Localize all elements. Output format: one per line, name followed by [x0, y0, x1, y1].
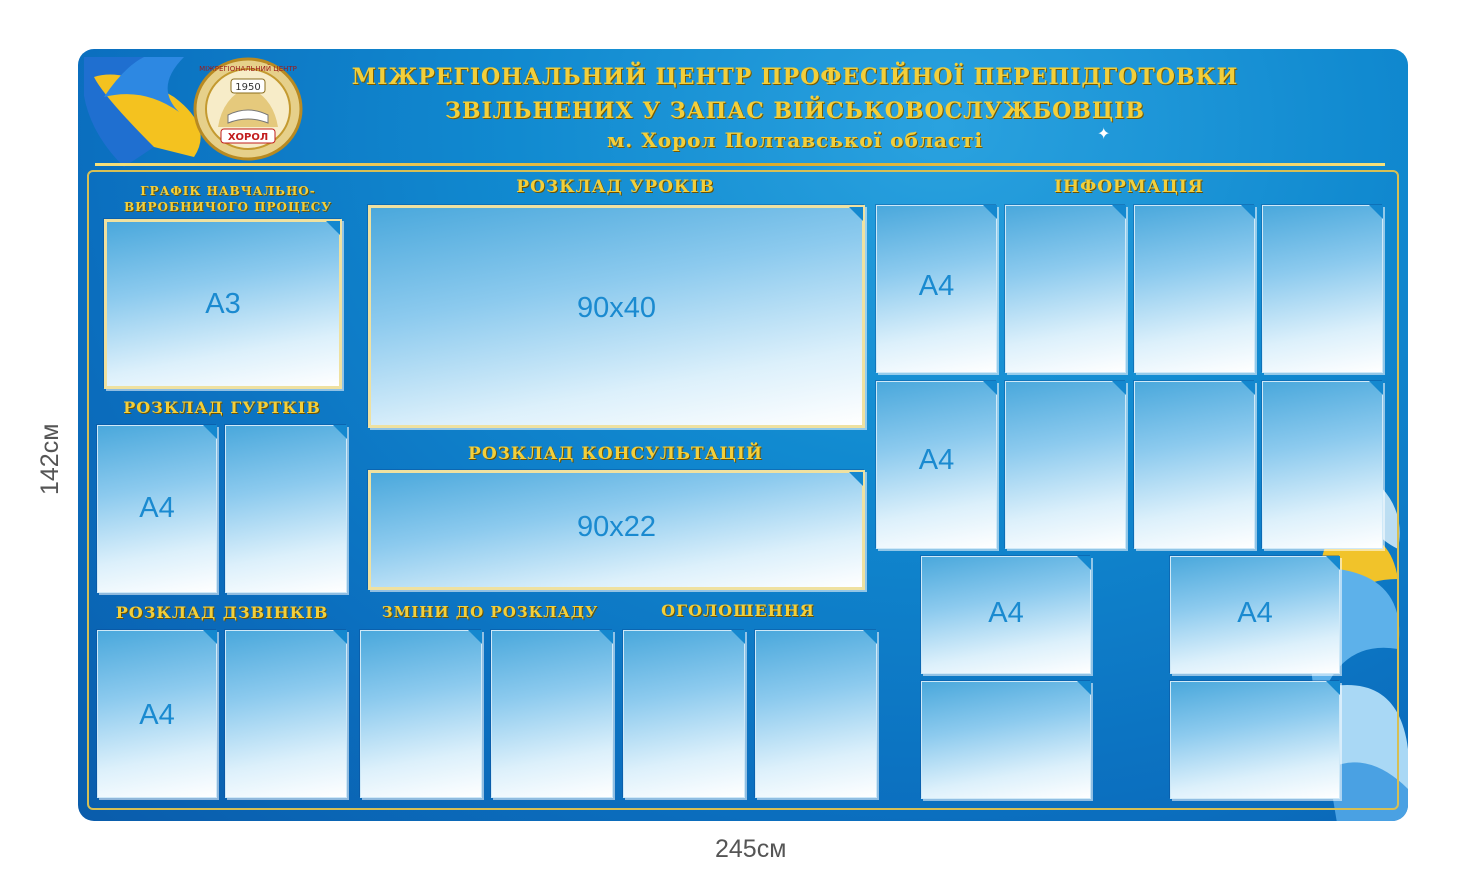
pocket-a3-label: А3	[205, 288, 241, 320]
label-announcements: ОГОЛОШЕННЯ	[661, 601, 815, 620]
pocket-landscape-right-label: А4	[1237, 597, 1273, 629]
label-schedule-process: ГРАФІК НАВЧАЛЬНО-ВИРОБНИЧОГО ПРОЦЕСУ	[123, 184, 333, 214]
pocket-announcements-1	[623, 630, 745, 798]
dimension-height: 142см	[36, 423, 64, 495]
header-line-2: ЗВІЛЬНЕНИХ У ЗАПАС ВІЙСЬКОВОСЛУЖБОВЦІВ	[444, 98, 1146, 124]
label-consultations: РОЗКЛАД КОНСУЛЬТАЦІЙ	[468, 444, 763, 464]
pocket-consultations	[368, 470, 865, 590]
pocket-landscape-left-2	[921, 681, 1091, 799]
pocket-changes-1	[360, 630, 482, 798]
pocket-a3	[104, 219, 342, 389]
pocket-info-r1-label: А4	[918, 270, 955, 302]
label-clubs: РОЗКЛАД ГУРТКІВ	[123, 398, 321, 417]
header-line-3: м. Хорол Полтавської області	[606, 128, 984, 152]
pocket-clubs-2	[225, 425, 347, 593]
pocket-lessons	[368, 205, 865, 428]
pocket-clubs-1	[97, 425, 217, 593]
pocket-info-r1-c1	[876, 205, 997, 373]
pocket-clubs-1-label: А4	[139, 492, 175, 524]
pocket-info-r2-label: А4	[918, 444, 955, 476]
pocket-landscape-left-label: А4	[988, 597, 1024, 629]
pocket-info-r1-c2	[1005, 205, 1126, 373]
pocket-landscape-left-1	[921, 556, 1091, 674]
sparkle-icon: ✦	[1097, 124, 1111, 143]
label-info: ІНФОРМАЦІЯ	[1054, 177, 1204, 197]
pocket-bells-1-label: А4	[139, 699, 175, 731]
pocket-info-r2-c1	[876, 381, 997, 549]
label-lessons: РОЗКЛАД УРОКІВ	[516, 177, 715, 197]
pocket-landscape-right-1	[1170, 556, 1340, 674]
pocket-consultations-label: 90х22	[576, 511, 656, 543]
pocket-lessons-label: 90х40	[576, 292, 656, 324]
pocket-changes-2	[491, 630, 613, 798]
header-divider	[95, 163, 1385, 166]
label-changes: ЗМІНИ ДО РОЗКЛАДУ	[381, 603, 599, 621]
dimension-width: 245см	[715, 835, 787, 863]
pocket-info-r2-c3	[1134, 381, 1255, 549]
emblem-city: ХОРОЛ	[227, 132, 269, 143]
pocket-info-r1-c3	[1134, 205, 1255, 373]
pocket-landscape-right-2	[1170, 681, 1340, 799]
pocket-bells-2	[225, 630, 347, 798]
emblem-year: 1950	[235, 82, 261, 93]
pocket-info-r1-c4	[1262, 205, 1383, 373]
emblem-ring-text: МІЖРЕГІОНАЛЬНИЙ ЦЕНТР	[199, 65, 297, 73]
header-line-1: МІЖРЕГІОНАЛЬНИЙ ЦЕНТР ПРОФЕСІЙНОЇ ПЕРЕПІДГОТОВКИ	[351, 64, 1239, 90]
label-bells: РОЗКЛАД ДЗВІНКІВ	[115, 603, 329, 622]
pocket-bells-1	[97, 630, 217, 798]
pocket-info-r2-c2	[1005, 381, 1126, 549]
pocket-info-r2-c4	[1262, 381, 1383, 549]
pocket-announcements-2	[755, 630, 877, 798]
